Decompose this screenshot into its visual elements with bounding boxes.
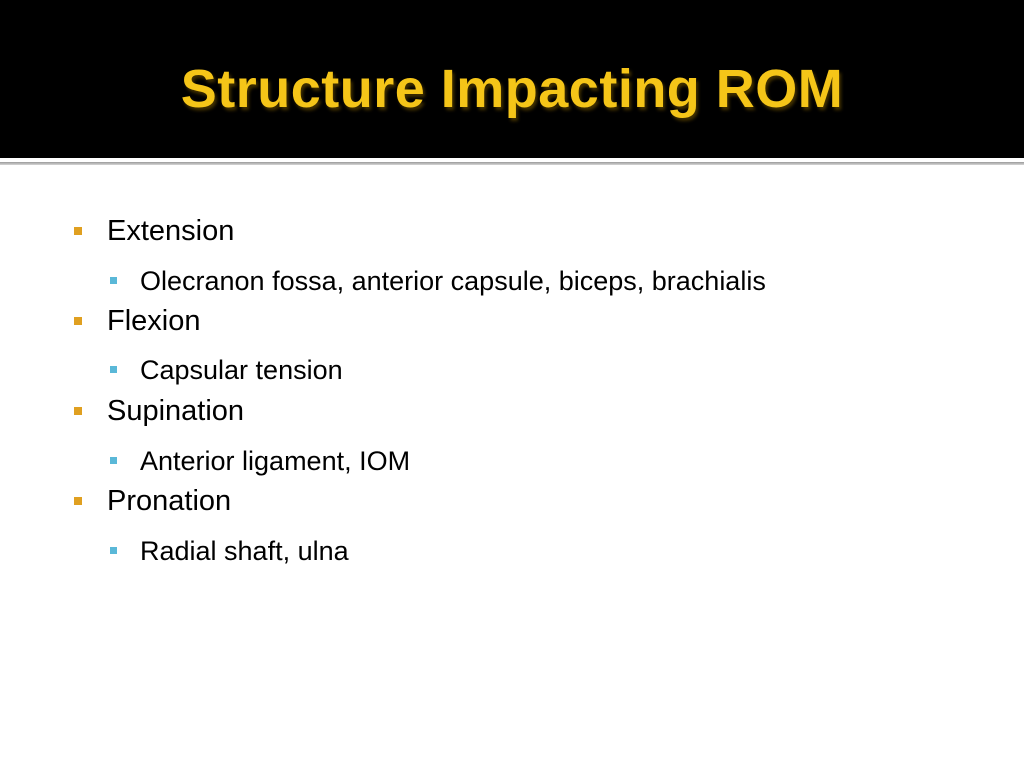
bullet-label: Pronation (107, 485, 232, 517)
sub-bullet-label: Olecranon fossa, anterior capsule, biceps, brachialis (140, 266, 766, 296)
sub-bullet-label: Capsular tension (140, 355, 343, 385)
sub-bullet-pronation (110, 534, 349, 568)
bullet-label: Flexion (107, 305, 201, 337)
bullet-label: Supination (107, 395, 245, 427)
square-bullet-icon (74, 407, 82, 415)
bullet-pronation (74, 484, 231, 518)
sub-bullet-extension (110, 264, 766, 298)
bullet-flexion (74, 304, 201, 338)
square-sub-bullet-icon (110, 366, 117, 373)
square-sub-bullet-icon (110, 277, 117, 284)
sub-bullet-supination (110, 444, 410, 478)
square-bullet-icon (74, 497, 82, 505)
sub-bullet-flexion (110, 353, 343, 387)
square-sub-bullet-icon (110, 547, 117, 554)
slide-title: Structure Impacting ROM (180, 59, 844, 119)
bullet-supination (74, 394, 244, 428)
sub-bullet-label: Anterior ligament, IOM (140, 446, 411, 476)
square-bullet-icon (74, 317, 82, 325)
sub-bullet-label: Radial shaft, ulna (140, 536, 349, 566)
square-sub-bullet-icon (110, 457, 117, 464)
square-bullet-icon (74, 227, 82, 235)
bullet-label: Extension (107, 215, 235, 247)
bullet-extension (74, 214, 234, 248)
